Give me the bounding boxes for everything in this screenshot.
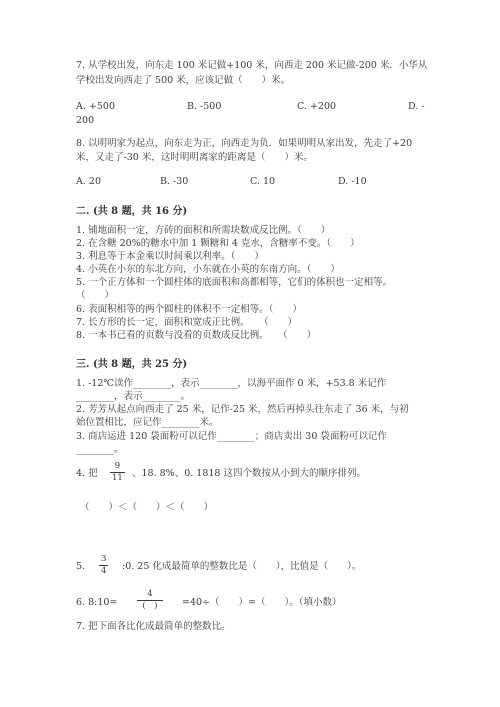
s2-item-5-wrap: （ ） [76, 290, 115, 301]
fraction-denominator: 11 [112, 473, 123, 483]
s3-q4-answer-blanks: （ ）＜（ ）＜（ ） [80, 502, 214, 513]
s2-item-1: 1. 铺地面积一定，方砖的面积和所需块数成反比例。（ ） [76, 225, 331, 236]
fraction-numerator: 4 [147, 589, 153, 599]
s2-item-7: 7. 长方形的长一定，面积和宽成正比例。 （ ） [76, 317, 298, 328]
s2-item-4: 4. 小英在小东的东北方向，小东就在小英的东南方向。（ ） [76, 264, 340, 275]
s2-item-5: 5. 一个正方体和一个圆柱体的底面积和高都相等，它们的体积也一定相等。 [76, 277, 393, 288]
q7-option-c: C. +200 [297, 101, 337, 112]
fraction-numerator: 3 [101, 554, 107, 564]
q8-text-line1: 8. 以明明家为起点，向东走为正，向西走为负．如果明明从家出发，先走了+20 [76, 138, 413, 149]
s3-q1-line1: 1. -12℃读作________，表示________，以海平面作 0 米，+53.8 米记作 [76, 378, 387, 389]
section-2-title: 二. (共 8 题，共 16 分) [76, 206, 188, 217]
q8-option-d: D. -10 [338, 176, 367, 187]
s3-q7-text: 7. 把下面各比化成最简单的整数比。 [76, 621, 231, 632]
fraction-denominator: ( ) [142, 601, 158, 611]
q8-option-b: B. -30 [160, 176, 189, 187]
s3-q1-line2: ________，表示________。 [76, 391, 191, 402]
fraction-denominator: 4 [101, 566, 107, 576]
s3-q4-text: 、18. 8%、0. 1818 这四个数按从小到大的顺序排列。 [132, 468, 366, 479]
q7-text-line2: 学校出发向西走了 500 米，应该记做（ ）米。 [76, 75, 291, 86]
s2-item-8: 8. 一本书已看的页数与没看的页数成反比例。 （ ） [76, 330, 317, 341]
q7-option-a: A. +500 [76, 101, 115, 112]
s3-q6-prefix: 6. 8:10= [76, 597, 118, 608]
q8-text-line2: 米，又走了-30 米，这时明明离家的距离是（ ）米。 [76, 152, 313, 163]
s3-q6-fraction [137, 590, 163, 611]
q8-option-a: A. 20 [76, 176, 101, 187]
q7-text-line1: 7. 从学校出发，向东走 100 米记做+100 米，向西走 200 米记做-200 米．小华从 [76, 60, 428, 71]
s3-q2-line1: 2. 芳芳从起点向西走了 25 米，记作-25 米，然后再掉头往东走了 36 米，与初 [76, 404, 409, 415]
s3-q6-text: =40÷（ ）=（ ）。（填小数） [182, 597, 342, 608]
q7-option-d: D. - [408, 101, 425, 112]
q7-option-b: B. -500 [187, 101, 222, 112]
s3-q4-prefix: 4. 把 [76, 468, 98, 479]
s3-q4-fraction [110, 462, 125, 483]
s3-q5-fraction [99, 555, 108, 576]
fraction-numerator: 9 [114, 461, 121, 471]
s3-q5-prefix: 5. [76, 561, 86, 572]
s3-q5-text: :0. 25 化成最简单的整数比是（ ），比值是（ ）。 [122, 561, 362, 572]
s3-q3-line1: 3. 商店运进 120 袋面粉可以记作________；商店卖出 30 袋面粉可以记作 [76, 431, 387, 442]
section-3-title: 三. (共 8 题，共 25 分) [76, 359, 188, 370]
q8-option-c: C. 10 [250, 176, 276, 187]
s3-q2-line2: 始位置相比，应记作________米。 [76, 417, 219, 428]
s2-item-3: 3. 利息等于本金乘以时间乘以利率。（ ） [76, 251, 264, 262]
s3-q3-line2: ________。 [76, 444, 124, 455]
s2-item-6: 6. 表面积相等的两个圆柱的体积不一定相等。（ ） [76, 304, 302, 315]
q7-option-d-wrap: 200 [76, 115, 95, 126]
s2-item-2: 2. 在含糖 20%的糖水中加 1 颗糖和 4 克水，含糖率不变。（ ） [76, 238, 360, 249]
